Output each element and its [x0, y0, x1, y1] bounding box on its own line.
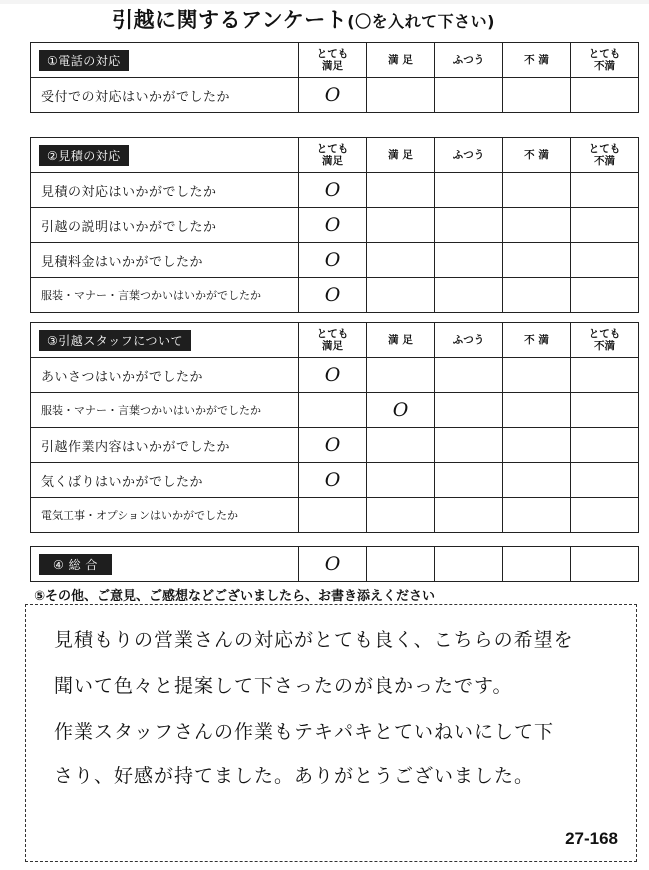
mark-cell[interactable]	[367, 498, 435, 533]
question-row	[31, 173, 639, 208]
section-label-cell	[31, 323, 299, 358]
mark-cell[interactable]	[367, 173, 435, 208]
question-text: 受付での対応はいかがでしたか	[31, 78, 299, 113]
mark-cell[interactable]	[435, 498, 503, 533]
mark-cell[interactable]	[503, 547, 571, 582]
col-dissatisfied: 不 満	[503, 323, 571, 358]
section-label-cell	[31, 547, 299, 582]
mark-cell[interactable]	[435, 393, 503, 428]
question-text: 見積の対応はいかがでしたか	[31, 173, 299, 208]
col-satisfied: 満 足	[367, 138, 435, 173]
mark-cell[interactable]	[367, 428, 435, 463]
col-dissatisfied: 不 満	[503, 43, 571, 78]
overall-row	[31, 547, 639, 582]
col-very-satisfied: とても 満足	[299, 43, 367, 78]
col-neutral: ふつう	[435, 323, 503, 358]
question-row	[31, 498, 639, 533]
mark-cell[interactable]	[503, 428, 571, 463]
mark-very-satisfied[interactable]: O	[299, 278, 367, 313]
mark-cell[interactable]	[571, 428, 639, 463]
mark-cell[interactable]	[435, 547, 503, 582]
mark-cell[interactable]	[571, 393, 639, 428]
comments-title: ⑤その他、ご意見、ご感想などございましたら、お書き添えください	[34, 589, 436, 604]
section-staff-table	[30, 322, 639, 533]
mark-cell[interactable]	[571, 463, 639, 498]
question-row	[31, 463, 639, 498]
section-header-row	[31, 138, 639, 173]
overall-label: ④ 総 合	[39, 554, 112, 575]
question-row	[31, 358, 639, 393]
mark-cell[interactable]	[299, 393, 367, 428]
mark-very-satisfied[interactable]: O	[299, 243, 367, 278]
section-label: ③引越スタッフについて	[39, 330, 191, 351]
mark-very-satisfied[interactable]: O	[299, 173, 367, 208]
question-text: 服装・マナー・言葉つかいはいかがでしたか	[31, 393, 299, 428]
question-row	[31, 243, 639, 278]
mark-cell[interactable]	[367, 463, 435, 498]
mark-cell[interactable]	[571, 243, 639, 278]
mark-cell[interactable]	[571, 358, 639, 393]
mark-cell[interactable]	[571, 547, 639, 582]
section-label-cell	[31, 138, 299, 173]
comment-line: 聞いて色々と提案して下さったのが良かったです。	[54, 675, 513, 697]
col-neutral: ふつう	[435, 138, 503, 173]
mark-cell[interactable]	[571, 498, 639, 533]
mark-cell[interactable]	[503, 278, 571, 313]
mark-cell[interactable]	[435, 463, 503, 498]
question-text: 引越の説明はいかがでしたか	[31, 208, 299, 243]
question-text: 引越作業内容はいかがでしたか	[31, 428, 299, 463]
mark-cell[interactable]	[435, 358, 503, 393]
section-header-row	[31, 43, 639, 78]
mark-cell[interactable]	[435, 278, 503, 313]
mark-very-satisfied[interactable]: O	[299, 208, 367, 243]
mark-cell[interactable]	[367, 208, 435, 243]
mark-cell[interactable]	[571, 173, 639, 208]
comment-line: さり、好感が持てました。ありがとうございました。	[54, 765, 535, 787]
comment-line: 見積もりの営業さんの対応がとても良く、こちらの希望を	[54, 629, 574, 651]
col-very-dissatisfied: とても 不満	[571, 323, 639, 358]
question-text: 服装・マナー・言葉つかいはいかがでしたか	[31, 278, 299, 313]
question-text: 見積料金はいかがでしたか	[31, 243, 299, 278]
question-row	[31, 208, 639, 243]
question-row	[31, 393, 639, 428]
section-phone-table	[30, 42, 639, 113]
col-dissatisfied: 不 満	[503, 138, 571, 173]
mark-very-satisfied[interactable]: O	[299, 547, 367, 582]
col-satisfied: 満 足	[367, 43, 435, 78]
mark-cell[interactable]	[367, 278, 435, 313]
section-estimate-table	[30, 137, 639, 313]
question-row	[31, 278, 639, 313]
section-header-row	[31, 323, 639, 358]
mark-very-satisfied[interactable]: O	[299, 78, 367, 113]
mark-very-satisfied[interactable]: O	[299, 463, 367, 498]
mark-cell[interactable]	[503, 463, 571, 498]
mark-cell[interactable]	[367, 78, 435, 113]
comments-box[interactable]	[25, 604, 637, 862]
mark-cell[interactable]	[571, 278, 639, 313]
mark-cell[interactable]	[367, 358, 435, 393]
mark-cell[interactable]	[503, 208, 571, 243]
question-text: あいさつはいかがでしたか	[31, 358, 299, 393]
mark-cell[interactable]	[503, 173, 571, 208]
mark-cell[interactable]	[503, 78, 571, 113]
question-text: 気くばりはいかがでしたか	[31, 463, 299, 498]
section-label: ②見積の対応	[39, 145, 129, 166]
mark-cell[interactable]	[435, 243, 503, 278]
mark-cell[interactable]	[299, 498, 367, 533]
col-very-dissatisfied: とても 不満	[571, 138, 639, 173]
page-title	[112, 4, 592, 34]
mark-cell[interactable]	[435, 173, 503, 208]
title-main: 引越に関するアンケート	[112, 8, 348, 32]
mark-cell[interactable]	[367, 547, 435, 582]
col-neutral: ふつう	[435, 43, 503, 78]
document-number: 27-168	[565, 829, 618, 848]
mark-very-satisfied[interactable]: O	[299, 358, 367, 393]
comment-line: 作業スタッフさんの作業もテキパキとていねいにして下	[54, 721, 555, 743]
col-satisfied: 満 足	[367, 323, 435, 358]
col-very-dissatisfied: とても 不満	[571, 43, 639, 78]
question-text: 電気工事・オプションはいかがでしたか	[31, 498, 299, 533]
title-sub: (〇を入れて下さい)	[347, 12, 495, 31]
mark-satisfied[interactable]: O	[367, 393, 435, 428]
section-label: ①電話の対応	[39, 50, 129, 71]
mark-cell[interactable]	[367, 243, 435, 278]
mark-cell[interactable]	[503, 243, 571, 278]
question-row	[31, 78, 639, 113]
mark-cell[interactable]	[571, 208, 639, 243]
section-label-cell	[31, 43, 299, 78]
section-overall-table	[30, 546, 639, 582]
mark-cell[interactable]	[435, 208, 503, 243]
mark-cell[interactable]	[571, 78, 639, 113]
mark-cell[interactable]	[503, 358, 571, 393]
mark-cell[interactable]	[503, 498, 571, 533]
mark-cell[interactable]	[435, 428, 503, 463]
mark-very-satisfied[interactable]: O	[299, 428, 367, 463]
col-very-satisfied: とても 満足	[299, 138, 367, 173]
mark-cell[interactable]	[503, 393, 571, 428]
col-very-satisfied: とても 満足	[299, 323, 367, 358]
mark-cell[interactable]	[435, 78, 503, 113]
question-row	[31, 428, 639, 463]
